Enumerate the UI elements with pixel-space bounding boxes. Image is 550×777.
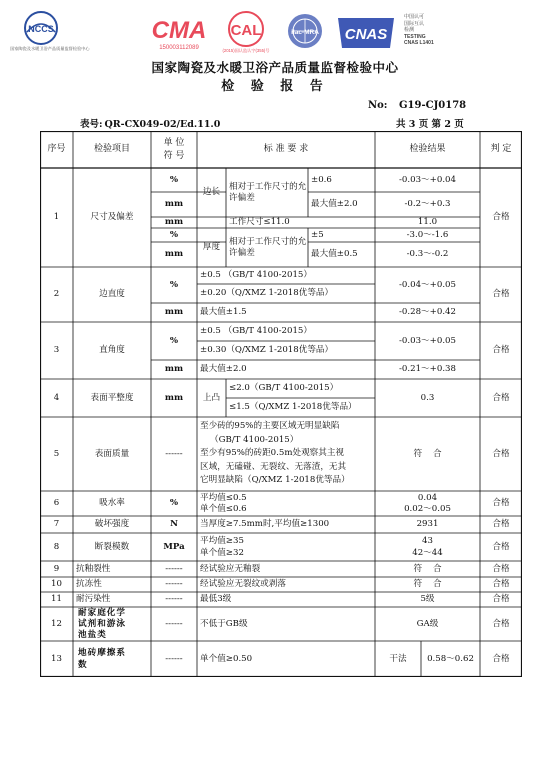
row3-unit-b: mm — [164, 364, 184, 375]
cma-number: 150003112089 — [159, 45, 199, 51]
row7-unit: N — [170, 519, 178, 530]
row6-seq: 6 — [53, 498, 60, 509]
row1-unit-a: % — [169, 174, 179, 185]
row1-limit-d: ±5 — [311, 229, 324, 240]
row10-seq: 10 — [51, 579, 62, 590]
row2-unit-b: mm — [164, 307, 184, 318]
row11-item: 耐污染性 — [76, 594, 111, 605]
row11-seq: 11 — [51, 594, 62, 605]
row3-req-a1: ±0.5 （GB/T 4100-2015） — [200, 326, 312, 337]
row8-req-line: 平均值≥35 — [200, 536, 244, 546]
row5-seq: 5 — [53, 448, 60, 459]
row8-judgement: 合格 — [492, 541, 510, 552]
row10-unit: ------ — [165, 579, 183, 590]
row6-result-line: 0.04 — [417, 493, 438, 503]
row9-unit: ------ — [165, 563, 183, 574]
row1-req-c: 工作尺寸≤11.0 — [229, 217, 290, 228]
inspection-table — [40, 131, 522, 677]
row9-judgement: 合格 — [492, 563, 510, 574]
row1-unit-d: % — [169, 229, 179, 240]
row7-result: 2931 — [416, 519, 439, 530]
row1-result-e: -0.3～-0.2 — [406, 249, 449, 260]
cma-logo-text: CMA — [151, 17, 207, 44]
row3-item: 直角度 — [99, 345, 125, 356]
row9-requirement: 经试验应无釉裂 — [200, 563, 261, 574]
row11-result: 5级 — [420, 594, 435, 605]
cma-logo — [148, 12, 210, 52]
row3-result-b: -0.21～+0.38 — [399, 364, 456, 375]
row6-req-line: 单个值≤0.6 — [200, 503, 247, 514]
row12-judgement: 合格 — [492, 618, 510, 629]
row5-result: 符 合 — [413, 448, 442, 459]
nccs-logo-text: NCCS — [28, 24, 54, 34]
report-title: 检 验 报 告 — [221, 79, 329, 94]
row5-unit: ------ — [165, 448, 183, 459]
row5-req-line: 区域，无磕碰、无裂纹、无落渣，无其 — [200, 461, 347, 472]
cnas-caption-line: 检测 — [404, 27, 415, 33]
row3-req-b: 最大值±2.0 — [200, 364, 247, 375]
cnas-caption-line: CNAS L1401 — [404, 40, 434, 46]
row4-unit: mm — [164, 392, 184, 403]
form-number — [80, 116, 220, 130]
row4-req2: ≤1.5（Q/XMZ 1-2018优等品） — [229, 402, 357, 413]
row1-result-d: -3.0～-1.6 — [406, 229, 449, 240]
row5-requirement — [197, 417, 375, 491]
row13-requirement: 单个值≥0.50 — [200, 653, 253, 664]
row11-requirement: 最低3级 — [200, 594, 232, 605]
form-number-value: QR-CX049-02/Ed.11.0 — [104, 119, 221, 130]
row12-item-line: 试剂和游泳 — [78, 618, 126, 629]
row4-req1: ≤2.0（GB/T 4100-2015） — [229, 383, 339, 394]
row8-result-line: 43 — [422, 536, 433, 546]
row3-result-a: -0.03～+0.05 — [399, 335, 456, 346]
row1-edge-label: 边长 — [202, 187, 221, 198]
row11-unit: ------ — [165, 594, 183, 605]
row9-result: 符 合 — [413, 563, 442, 574]
row8-unit: MPa — [163, 541, 185, 552]
col-header-standard: 标 准 要 求 — [263, 144, 309, 155]
row6-result — [375, 491, 480, 516]
row1-unit-c: mm — [164, 217, 184, 228]
cnas-logo-text: CNAS — [344, 26, 388, 43]
row13-result: 0.58～0.62 — [427, 653, 474, 664]
col-header-unit-line: 符 号 — [163, 150, 185, 161]
row2-result-a: -0.04～+0.05 — [399, 279, 456, 290]
row13-judgement: 合格 — [492, 653, 510, 664]
row6-item: 吸水率 — [99, 498, 125, 509]
row8-requirement — [197, 533, 375, 561]
row3-req-a2: ±0.30（Q/XMZ 1-2018优等品） — [200, 345, 334, 356]
row1-limit-b: 最大值±2.0 — [311, 199, 358, 210]
row3-judgement: 合格 — [492, 345, 510, 356]
row7-judgement: 合格 — [492, 519, 510, 530]
report-number-value: G19-CJ0178 — [399, 100, 467, 111]
row2-judgement: 合格 — [492, 289, 510, 300]
row10-requirement: 经试验应无裂纹或剥落 — [200, 579, 286, 590]
cal-number: (2015)国认监认字(355)号 — [222, 48, 270, 53]
row2-req-b: 最大值±1.5 — [200, 307, 247, 318]
row4-seq: 4 — [53, 392, 60, 403]
row13-item-line: 地砖摩擦系 — [78, 648, 126, 658]
report-number-label: No: — [368, 100, 388, 111]
col-header-judgement: 判 定 — [490, 144, 512, 155]
row5-item: 表面质量 — [94, 448, 130, 459]
row1-seq: 1 — [53, 212, 60, 223]
row7-item: 破坏强度 — [94, 519, 130, 530]
row3-unit-a: % — [169, 335, 179, 346]
row2-seq: 2 — [53, 289, 60, 300]
row4-sub-label: 上凸 — [202, 392, 221, 403]
row1-result-b: -0.2～+0.3 — [404, 199, 451, 210]
cal-logo-text: CAL — [230, 22, 262, 39]
row8-seq: 8 — [53, 541, 60, 552]
row1-unit-b: mm — [164, 199, 184, 210]
row5-judgement: 合格 — [492, 448, 510, 459]
cal-logo — [216, 10, 276, 54]
row1-thick-label: 厚度 — [202, 242, 221, 253]
row5-req-line: 至少砖的95%的主要区域无明显缺陷 — [200, 421, 340, 432]
col-header-unit — [151, 131, 197, 168]
row3-seq: 3 — [53, 345, 60, 356]
row5-req-line: 至少有95%的砖距0.5m处观察其主视 — [200, 448, 345, 459]
row8-req-line: 单个值≥32 — [200, 548, 244, 558]
row6-req-line: 平均值≤0.5 — [200, 493, 247, 503]
row6-result-line: 0.02～0.05 — [404, 503, 451, 514]
row4-judgement: 合格 — [492, 392, 510, 403]
row2-req-a1: ±0.5 （GB/T 4100-2015） — [200, 270, 312, 281]
row12-unit: ------ — [165, 618, 183, 629]
cnas-caption — [404, 14, 434, 47]
row2-req-a2: ±0.20（Q/XMZ 1-2018优等品） — [200, 288, 334, 299]
center-name: 国家陶瓷及水暖卫浴产品质量监督检验中心 — [151, 60, 399, 75]
row2-result-b: -0.28～+0.42 — [399, 307, 456, 318]
row2-item: 边直度 — [99, 289, 125, 300]
nccs-logo — [22, 10, 82, 46]
row9-seq: 9 — [53, 563, 60, 574]
cnas-caption-line: TESTING — [404, 33, 426, 40]
row6-judgement: 合格 — [492, 498, 510, 509]
row4-result: 0.3 — [420, 392, 435, 403]
row12-requirement: 不低于GB级 — [200, 618, 248, 629]
form-number-label: 表号: — [80, 119, 103, 130]
col-header-seq: 序号 — [47, 144, 66, 155]
row8-result-line: 42～44 — [412, 548, 443, 558]
row10-judgement: 合格 — [492, 579, 510, 590]
nccs-caption: 国家陶瓷及水暖卫浴产品质量监督检验中心 — [10, 46, 90, 51]
col-header-unit-line: 单 位 — [163, 138, 185, 148]
row5-req-line: （GB/T 4100-2015） — [210, 434, 299, 445]
row1-item: 尺寸及偏差 — [90, 212, 134, 223]
report-number — [368, 100, 466, 111]
row1-result-c: 11.0 — [417, 217, 438, 228]
row4-item: 表面平整度 — [90, 392, 134, 403]
row1-result-a: -0.03～+0.04 — [399, 174, 456, 185]
cnas-logo — [334, 14, 398, 52]
cnas-caption-line: 中国认可 — [404, 14, 425, 20]
cnas-caption-line: 国际互认 — [404, 20, 425, 27]
row1-edge-deviation-text: 相对于工作尺寸的允许偏差 — [229, 182, 307, 203]
row10-item: 抗冻性 — [76, 579, 102, 590]
ilac-mra-logo — [282, 12, 328, 54]
row9-item: 抗釉裂性 — [76, 563, 111, 574]
row5-req-line: 它明显缺陷（Q/XMZ 1-2018优等品） — [200, 475, 350, 486]
page-info: 共 3 页 第 2 页 — [396, 119, 464, 130]
row12-seq: 12 — [51, 618, 62, 629]
row8-item: 断裂模数 — [94, 541, 130, 552]
row13-seq: 13 — [51, 653, 62, 664]
row1-unit-e: mm — [164, 249, 184, 260]
col-header-result: 检验结果 — [409, 144, 446, 155]
col-header-item: 检验项目 — [93, 144, 130, 155]
row7-requirement: 当厚度≥7.5mm时,平均值≥1300 — [200, 519, 330, 530]
row12-item-line: 耐家庭化学 — [78, 607, 126, 618]
row13-method: 干法 — [389, 653, 407, 664]
row13-item — [73, 641, 151, 677]
row10-result: 符 合 — [413, 579, 442, 590]
row1-thick-deviation-text: 相对于工作尺寸的允许偏差 — [229, 237, 307, 258]
row13-unit: ------ — [165, 653, 183, 664]
row1-judgement: 合格 — [492, 212, 510, 223]
row12-item-line: 池盐类 — [78, 629, 107, 640]
row11-judgement: 合格 — [492, 594, 510, 605]
row7-seq: 7 — [53, 519, 60, 530]
row13-item-line: 数 — [78, 660, 88, 670]
row1-limit-e: 最大值±0.5 — [311, 249, 358, 260]
row2-unit-a: % — [169, 279, 179, 290]
row12-item — [73, 607, 151, 641]
row12-result: GA级 — [416, 618, 439, 629]
ilac-logo-text: ilac-MRA — [291, 29, 319, 36]
row8-result — [375, 533, 480, 561]
row6-requirement — [197, 491, 375, 516]
row6-unit: % — [169, 498, 179, 509]
row1-limit-a: ±0.6 — [311, 174, 332, 185]
